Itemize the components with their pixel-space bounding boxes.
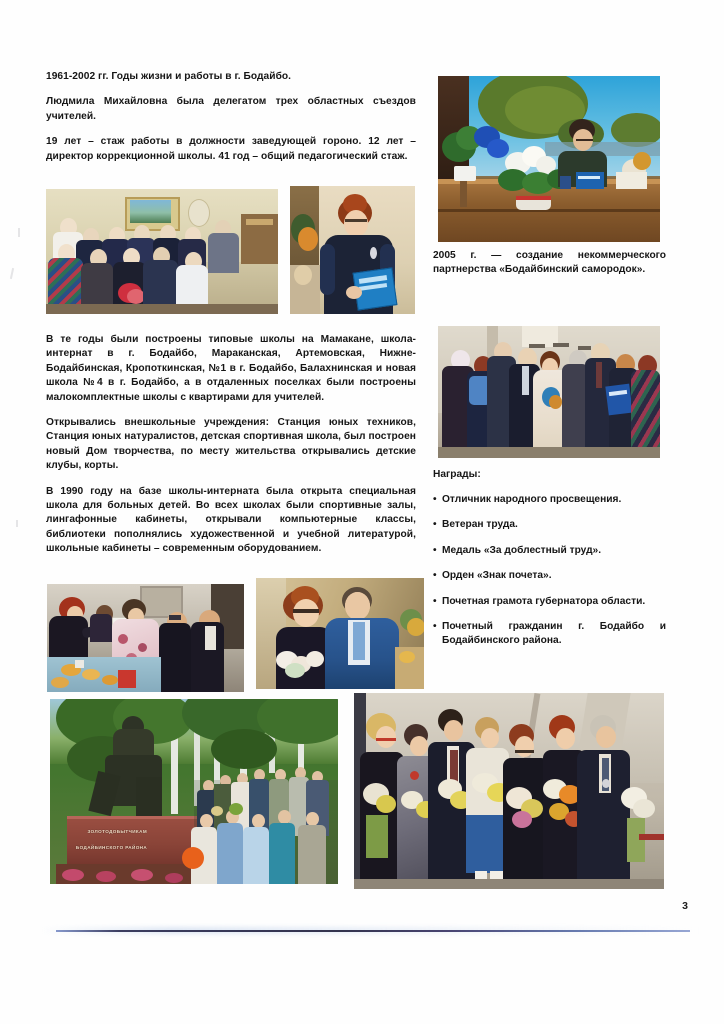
- awards-list: [433, 493, 666, 649]
- scan-artifact: [10, 268, 14, 279]
- paragraph: Людмила Михайловна была делегатом трех областных съездов учителей.: [46, 96, 416, 122]
- left-column-upper-text: [46, 70, 416, 164]
- page-number: 3: [682, 900, 688, 912]
- photo-gold-miners-monument: [50, 699, 338, 884]
- award-item: • Орден «Знак почета».: [433, 569, 666, 583]
- award-item: • Медаль «За доблестный труд».: [433, 544, 666, 558]
- award-item: • Почетный гражданин г. Бодайбо и Бодайбинского района.: [433, 620, 666, 649]
- paragraph: В те годы были построены типовые школы на Мамакане, школа-интернат в г. Бодайбо, Мараканская, Артемовская, Нижне-Бодайбинская, Кропоткинская, №1 в г. Бодайбо, Балахнинская и новая школа №4 в г. Бодайбо, а в отдаленных поселках были построены малокомплектные школы с квартирами для учителей.: [46, 334, 416, 403]
- photo-woman-at-desk-with-plants: [438, 76, 660, 242]
- monument-plaque-line-1: ЗОЛОТОДОБЫТЧИКАМ: [87, 828, 148, 834]
- scan-artifact: [16, 520, 18, 527]
- award-item: • Почетная грамота губернатора области.: [433, 595, 666, 609]
- left-column-lower-text: [46, 333, 416, 557]
- awards-heading: Награды:: [433, 469, 481, 480]
- award-item: • Ветеран труда.: [433, 518, 666, 532]
- photo-formal-group-portrait: [438, 326, 660, 458]
- photo-caption: 2005 г. — создание некоммерческого партнерства «Бодайбинский самородок».: [433, 250, 666, 276]
- awards-block: [433, 468, 666, 660]
- paragraph: 19 лет – стаж работы в должности заведующей гороно. 12 лет – директор коррекционной школы. 41 год – общий педагогический стаж.: [46, 136, 416, 162]
- photo-woman-holding-blue-book: [290, 186, 415, 314]
- photo-award-ceremony-at-table: [47, 584, 244, 692]
- photo-group-portrait-with-flowers: [354, 693, 664, 889]
- paragraph: В 1990 году на базе школы-интерната была открыта специальная школа для больных детей. Во всех школах были спортивные залы, лингафонные кабинеты, открывали компьютерные классы, библиотеки пополнялись художественной и учебной литературой, школьные кабинеты – современным оборудованием.: [46, 485, 416, 555]
- paragraph: 1961-2002 гг. Годы жизни и работы в г. Бодайбо.: [46, 71, 292, 82]
- award-item: • Отличник народного просвещения.: [433, 493, 666, 507]
- scan-artifact: [18, 228, 20, 237]
- paragraph: Открывались внешкольные учреждения: Станция юных техников, Станция юных натуралистов, детская спортивная школа, был построен новый Дом творчества, по месту жительства открывались детские клубы, корты.: [46, 417, 416, 472]
- right-column-caption-block: [433, 249, 666, 278]
- photo-group-of-teachers: [46, 189, 278, 314]
- photo-woman-with-man-in-suit: [256, 578, 424, 689]
- footer-rule: [56, 930, 690, 932]
- monument-plaque-line-2: БОДАЙБИНСКОГО РАЙОНА: [75, 845, 148, 851]
